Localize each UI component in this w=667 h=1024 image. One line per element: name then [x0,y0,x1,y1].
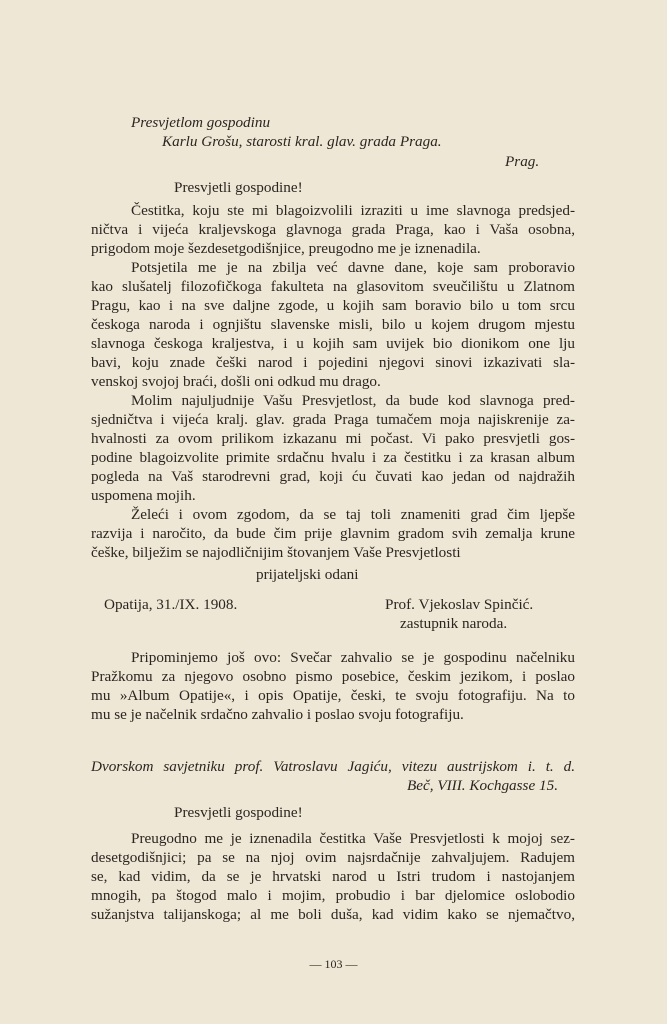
body-line: pogleda na Vaš starodrevni grad, koji ću čuvati kao jedan od najdražih [91,468,575,485]
body-line: Molim najuljudnije Vašu Presvjetlost, da bude kod slavnoga pred- [131,392,575,409]
note-line: mu »Album Opatije«, i opis Opatije, česki, te svoju fotografiju. Na to [91,687,575,704]
body-line: uspomena mojih. [91,487,196,504]
body-line: bavi, koju znade češki narod i pojedini njegovi sinovi izkazivati sla- [91,354,575,371]
salutation: Presvjetli gospodine! [174,179,303,196]
addressee-line-2: Karlu Grošu, starosti kral. glav. grada Praga. [162,133,442,150]
body-line: prigodom moje šezdesetgodišnjice, preugodno me je iznenadila. [91,240,481,257]
body-line: sjedničtva i vijeća kralj. glav. grada Praga tumačem moja najiskrenije za- [91,411,575,428]
note-line: mu se je načelnik srdačno zahvalio i poslao svoju fotografiju. [91,706,464,723]
body-line: češke, bilježim se najodličnijim štovanjem Vaše Presvjetlosti [91,544,461,561]
closing: prijateljski odani [256,566,359,583]
place-line: Prag. [505,153,540,170]
addressee-line-3: Dvorskom savjetniku prof. Vatroslavu Jagiću, vitezu austrijskom i. t. d. [91,758,575,775]
body-line: venskoj svojoj braći, došli oni odkud mu drago. [91,373,381,390]
body-line: sužanjstva talijanskoga; al me boli duša, kad vidim kako se njemačtvo, [91,906,575,923]
body-line: Želeći i ovom zgodom, da se taj toli znameniti grad čim ljepše [131,506,575,523]
body-line: podine blagoizvolite primite srdačnu hvalu i za čestitku i za krasan album [91,449,575,466]
signer-name: Prof. Vjekoslav Spinčić. [385,596,534,613]
note-line: Pražkomu za njegovo osobno pismo posebice, českim jezikom, i poslao [91,668,575,685]
addressee-line-1: Presvjetlom gospodinu [131,114,271,131]
body-line: slavnoga českoga kraljestva, i u kojih sam uvijek bio dionikom one lju [91,335,575,352]
body-line: Čestitka, koju ste mi blagoizvolili izraziti u ime slavnoga predsjed- [131,202,575,219]
body-line: Potsjetila me je na zbilja već davne dane, koje sam proboravio [131,259,575,276]
body-line: hvalnosti za ovom prilikom izkazanu mi počast. Vi pako presvjetli gos- [91,430,575,447]
body-line: razvija i naročito, da bude čim prije glavnim gradom svih zemalja krune [91,525,575,542]
date: Opatija, 31./IX. 1908. [104,596,238,613]
body-line: Pragu, kao i na sve daljne zgode, u kojih sam boravio bilo u tom srcu [91,297,575,314]
body-line: Preugodno me je iznenadila čestitka Vaše Presvjetlosti k mojoj sez- [131,830,575,847]
body-line: českoga naroda i ognjištu slavenske misli, bilo u kojem drugom mjestu [91,316,575,333]
body-line: mnogih, pa štogod malo i mojim, probudio i bar djelomice oslobodio [91,887,575,904]
body-line: desetgodišnjici; pa se na njoj ovim najsrdačnije zahvaljujem. Radujem [91,849,575,866]
salutation-2: Presvjetli gospodine! [174,804,303,821]
note-line: Pripominjemo još ovo: Svečar zahvalio se je gospodinu načelniku [131,649,575,666]
body-line: se, kad vidim, da se je hrvatski narod u Istri trudom i nastojanjem [91,868,575,885]
signer-title: zastupnik naroda. [400,615,508,632]
body-line: kao slušatelj filozofičkoga fakulteta na glasovitom sveučilištu u Zlatnom [91,278,575,295]
body-line: ničtva i vijeća kraljevskoga glavnoga grada Praga, kao i Vaša osobna, [91,221,575,238]
page-number: — 103 — [309,957,358,971]
address-line: Beč, VIII. Kochgasse 15. [407,777,558,794]
